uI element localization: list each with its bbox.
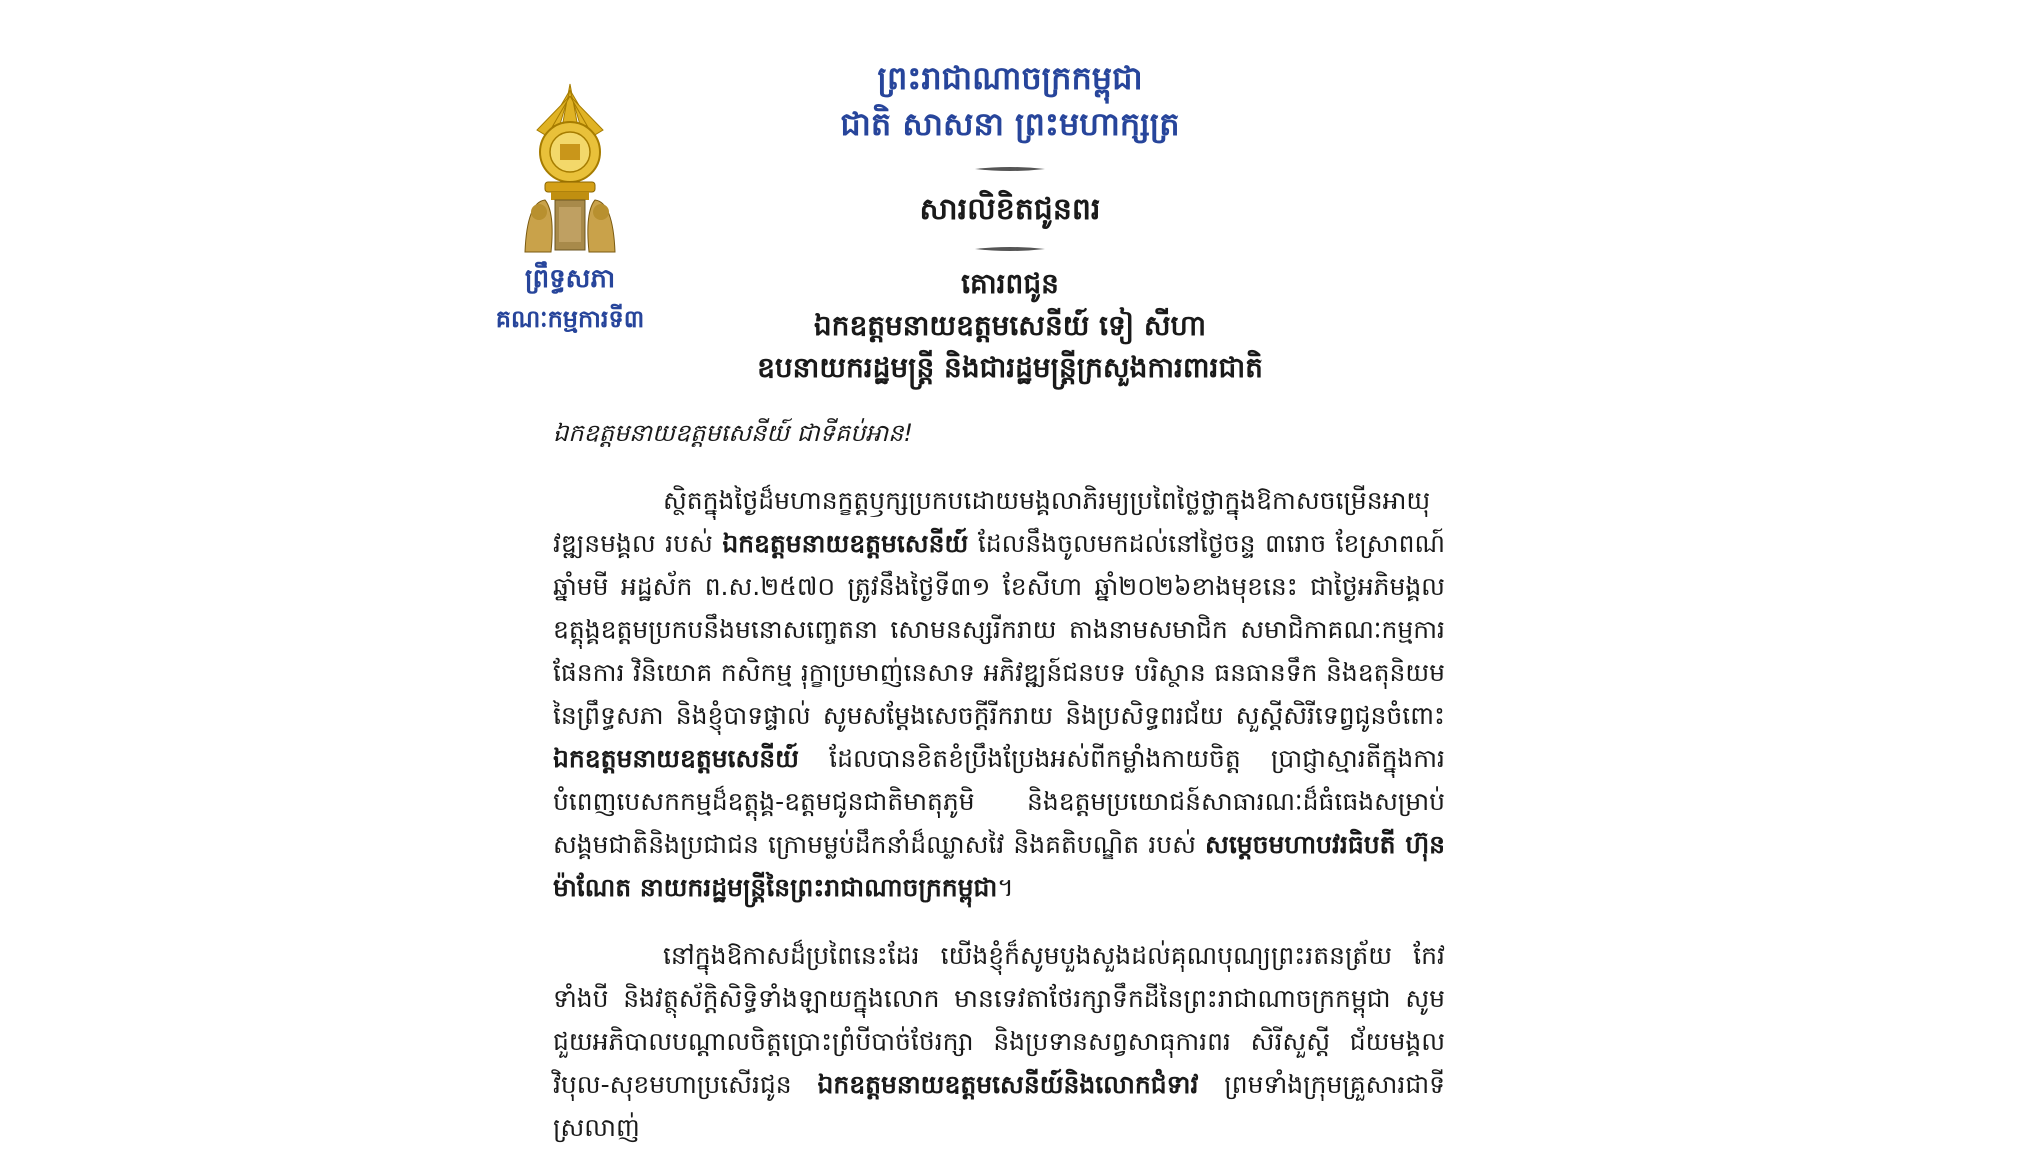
paragraph-text: ព្រមទាំងក្រុមគ្រួសារជាទីស្រលាញ់ <box>553 1070 1445 1142</box>
addressee-line3: ឧបនាយករដ្ឋមន្ត្រី និងជារដ្ឋមន្ត្រីក្រសួងការពារជាតិ <box>757 351 1263 384</box>
paragraph-text: ដែលបានខិតខំប្រឹងប្រែងអស់ពីកម្លាំងកាយចិត្ត ប្រាជ្ញាស្មារតីក្នុងការបំពេញបេសកកម្មដ៏ឧត្តុង្គ-ឧត្តមជូនជាតិមាតុភូមិ និងឧត្តមប្រយោជន៍សាធារណៈដ៏ធំធេងសម្រាប់សង្គមជាតិនិងប្រជាជន ក្រោមម្លប់ដឹកនាំដ៏ឈ្លាសវៃ និងគតិបណ្ឌិត របស់ <box>553 744 1445 859</box>
org-name-line1: ព្រឹទ្ធសភា <box>524 264 616 294</box>
body-paragraph-1 <box>553 479 1445 909</box>
kingdom-title: ព្រះរាជាណាចក្រកម្ពុជា <box>877 59 1143 97</box>
addressee-line2: ឯកឧត្តមនាយឧត្តមសេនីយ៍ ទៀ សីហា <box>813 309 1207 342</box>
divider-ornament <box>975 166 1045 172</box>
org-name-line2: គណៈកម្មការទី៣ <box>495 305 645 333</box>
divider-ornament <box>975 246 1045 252</box>
senate-emblem-icon <box>515 82 625 260</box>
paragraph-bold-text: ឯកឧត្តមនាយឧត្តមសេនីយ៍និងលោកជំទាវ <box>817 1070 1199 1099</box>
paragraph-text: ដែលនឹងចូលមកដល់នៅថ្ងៃចន្ទ ៣រោច ខែស្រាពណ៍ ឆ្នាំមមី អដ្ឋស័ក ព.ស.២៥៧០ ត្រូវនឹងថ្ងៃទី៣១ ខែសីហា ឆ្នាំ២០២៦ខាងមុខនេះ ជាថ្ងៃអភិមង្គលឧត្តុង្គឧត្តមប្រកបនឹងមនោសញ្ចេតនា សោមនស្សរីករាយ តាងនាមសមាជិក សមាជិកាគណៈកម្មការផែនការ វិនិយោគ កសិកម្ម រុក្ខាប្រមាញ់នេសាទ អភិវឌ្ឍន៍ជនបទ បរិស្ថាន ធនធានទឹក និងឧតុនិយម នៃព្រឹទ្ធសភា និងខ្ញុំបាទផ្ទាល់ សូមសម្តែងសេចក្តីរីករាយ និងប្រសិទ្ធពរជ័យ សួស្តីសិរីទេព្វជូនចំពោះ <box>553 529 1445 730</box>
paragraph-bold-text: សម្តេចមហាបវរធិបតី ហ៊ុន ម៉ាណែត នាយករដ្ឋមន្ត្រីនៃព្រះរាជាណាចក្រកម្ពុជា <box>553 830 1446 902</box>
paragraph-text: ស្ថិតក្នុងថ្ងៃដ៏មហានក្ខត្តឫក្សប្រកបដោយមង្គលាភិរម្យប្រពៃថ្លៃថ្លាក្នុងឱកាសចម្រើនអាយុវឌ្ឍនមង្គល របស់ <box>553 486 1431 558</box>
document-title: សារលិខិតជូនពរ <box>919 192 1101 227</box>
body-paragraph-2 <box>553 934 1445 1149</box>
paragraph-bold-text: ឯកឧត្តមនាយឧត្តមសេនីយ៍ <box>553 744 799 773</box>
paragraph-text: ។ <box>997 873 1014 902</box>
paragraph-text: នៅក្នុងឱកាសដ៏ប្រពៃនេះដែរ យើងខ្ញុំក៏សូមបួងសួងដល់គុណបុណ្យព្រះរតនត្រ័យ កែវទាំងបី និងវត្ថុស័ក្តិសិទ្ធិទាំងឡាយក្នុងលោក មានទេវតាថែរក្សាទឹកដីនៃព្រះរាជាណាចក្រកម្ពុជា សូមជួយអភិបាលបណ្តាលចិត្តប្រោះព្រំបីបាច់ថែរក្សា និងប្រទានសព្វសាធុការពរ សិរីសួស្តី ជ័យមង្គល វិបុល-សុខមហាប្រសើរជូន <box>553 941 1445 1099</box>
addressee-line1: គោរពជូន <box>961 267 1059 300</box>
paragraph-bold-text: ឯកឧត្តមនាយឧត្តមសេនីយ៍ <box>722 529 969 558</box>
kingdom-motto: ជាតិ សាសនា ព្រះមហាក្សត្រ <box>840 105 1180 143</box>
salutation: ឯកឧត្តមនាយឧត្តមសេនីយ៍ ជាទីគប់អាន! <box>553 419 914 447</box>
